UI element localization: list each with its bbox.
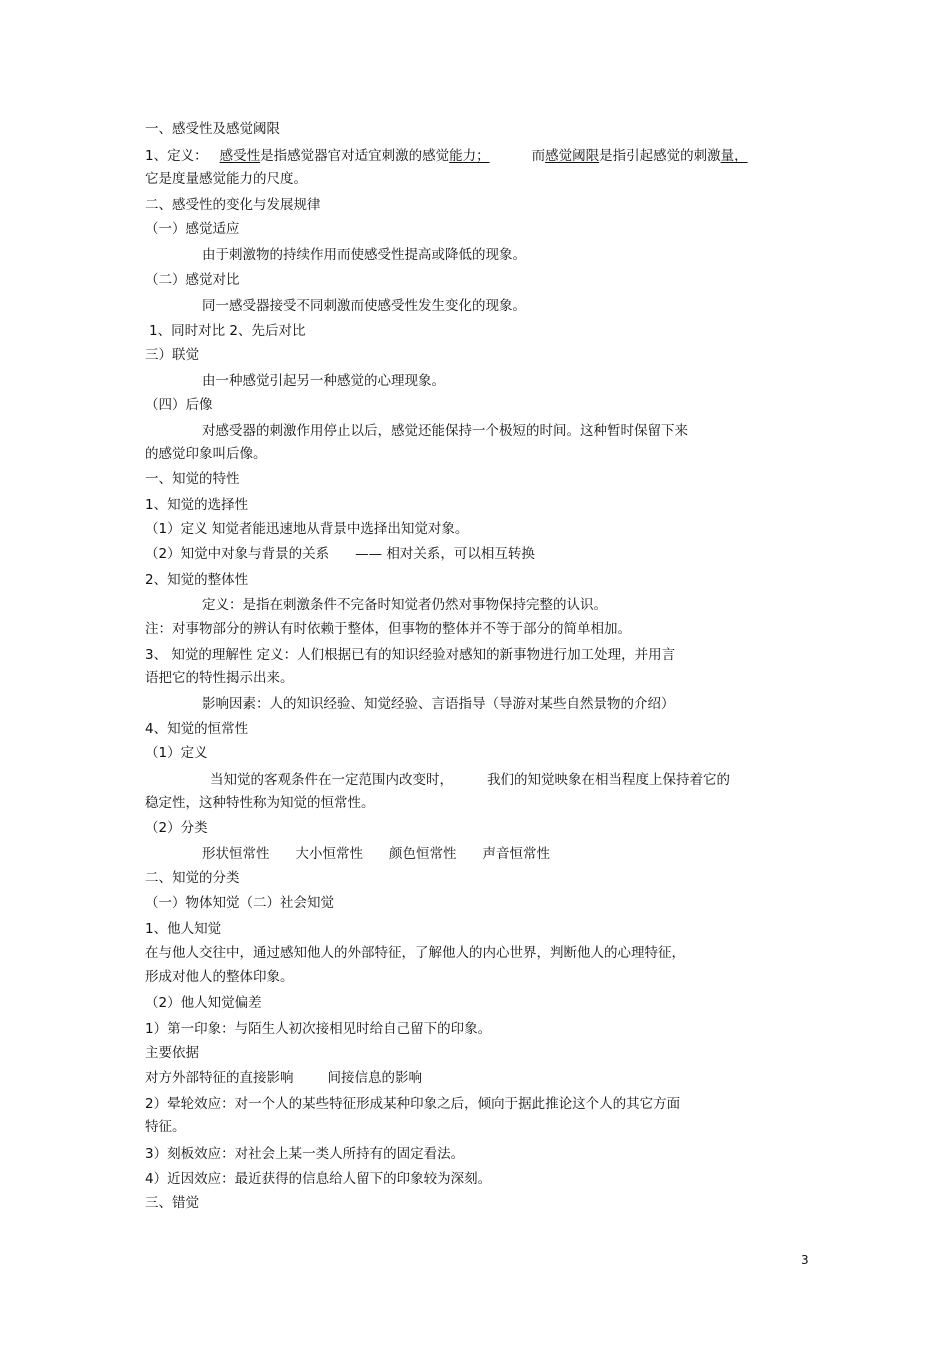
halo-effect: 2）晕轮效应：对一个人的某些特征形成某种印象之后，倾向于据此推论这个人的其它方面 (145, 1096, 681, 1112)
definition-line (145, 147, 770, 165)
recency-effect: 4）近因效应：最近获得的信息给人留下的印象较为深刻。 (145, 1171, 492, 1187)
constancy-sound: 声音恒常性 (482, 846, 550, 862)
heading-selectivity: 1、知觉的选择性 (145, 497, 249, 513)
constancy-definition-label: （1）定义 (145, 745, 208, 761)
adaptation-text: 由于刺激物的持续作用而使感受性提高或降低的现象。 (202, 247, 526, 263)
subheading-synesthesia: 三）联觉 (145, 347, 199, 363)
person-perception-text-cont: 形成对他人的整体印象。 (145, 969, 294, 985)
term-threshold: 感觉阈限 (545, 148, 600, 164)
subheading-afterimage: （四）后像 (145, 397, 213, 413)
halo-effect-cont: 特征。 (145, 1119, 186, 1135)
definition-label: 1、定义： (145, 148, 208, 164)
constancy-size: 大小恒常性 (295, 846, 363, 862)
perception-types-line: （一）物体知觉（二）社会知觉 (145, 895, 334, 911)
synesthesia-text: 由一种感觉引起另一种感觉的心理现象。 (202, 373, 445, 389)
constancy-types-label: （2）分类 (145, 820, 208, 836)
person-perception-text: 在与他人交往中，通过感知他人的外部特征，了解他人的内心世界，判断他人的心理特征， (145, 945, 685, 961)
stereotype-effect: 3）刻板效应：对社会上某一类人所持有的固定看法。 (145, 1146, 465, 1162)
figure-ground-label: （2）知觉中对象与背景的关系 (145, 546, 330, 562)
heading-wholeness: 2、知觉的整体性 (145, 572, 249, 588)
afterimage-text: 对感受器的刺激作用停止以后，感觉还能保持一个极短的时间。这种暂时保留下来 (202, 423, 688, 439)
heading-sensitivity-change: 二、感受性的变化与发展规律 (145, 197, 321, 213)
heading-perception-properties: 一、知觉的特性 (145, 471, 240, 487)
afterimage-text-cont: 的感觉印象叫后像。 (145, 446, 267, 462)
heading-perception-types: 二、知觉的分类 (145, 870, 240, 886)
definition-line-cont: 它是度量感觉能力的尺度。 (145, 171, 307, 187)
term-ability: 能力； (449, 148, 490, 164)
main-basis-line (145, 1069, 422, 1087)
wholeness-note: 注：对事物部分的辨认有时依赖于整体，但事物的整体并不等于部分的简单相加。 (145, 621, 631, 637)
constancy-types-line (202, 845, 550, 863)
understanding-definition: 3、 知觉的理解性 定义：人们根据已有的知识经验对感知的新事物进行加工处理，并用言 (145, 647, 676, 663)
heading-illusion: 三、错觉 (145, 1195, 199, 1211)
heading-sensitivity-threshold: 一、感受性及感觉阈限 (145, 121, 280, 137)
page-number: 3 (801, 1253, 809, 1267)
wholeness-definition: 定义：是指在刺激条件不完备时知觉者仍然对事物保持完整的认识。 (202, 597, 607, 613)
term-sensitivity: 感受性 (219, 148, 261, 164)
contrast-text: 同一感受器接受不同刺激而使感受性发生变化的现象。 (202, 298, 526, 314)
basis-indirect: 间接信息的影响 (327, 1070, 422, 1086)
heading-perception-bias: （2）他人知觉偏差 (145, 995, 262, 1011)
selectivity-definition: （1）定义 知觉者能迅速地从背景中选择出知觉对象。 (145, 521, 469, 537)
definition-connector: 而 (531, 148, 546, 164)
constancy-definition-part1: 当知觉的客观条件在一定范围内改变时， (210, 772, 453, 788)
constancy-shape: 形状恒常性 (202, 846, 270, 862)
basis-direct: 对方外部特征的直接影响 (145, 1070, 294, 1086)
understanding-definition-cont: 语把它的特性揭示出来。 (145, 670, 294, 686)
first-impression: 1）第一印象：与陌生人初次接相见时给自己留下的印象。 (145, 1021, 492, 1037)
contrast-types: 1、同时对比 2、先后对比 (149, 323, 306, 339)
main-basis-label: 主要依据 (145, 1045, 199, 1061)
definition-text-2: 是指引起感觉的刺激 (599, 148, 721, 164)
constancy-color: 颜色恒常性 (389, 846, 457, 862)
heading-constancy: 4、知觉的恒常性 (145, 721, 249, 737)
constancy-definition-line (210, 771, 730, 789)
subheading-adaptation: （一）感觉适应 (145, 221, 240, 237)
term-amount: 量， (720, 148, 748, 164)
definition-text-1: 是指感觉器官对适宜刺激的感觉 (260, 148, 450, 164)
constancy-definition-part2: 我们的知觉映象在相当程度上保持着它的 (487, 772, 730, 788)
figure-ground-text: —— 相对关系，可以相互转换 (355, 546, 535, 562)
heading-person-perception: 1、他人知觉 (145, 921, 222, 937)
understanding-factors: 影响因素：人的知识经验、知觉经验、言语指导（导游对某些自然景物的介绍） (202, 696, 675, 712)
subheading-contrast: （二）感觉对比 (145, 272, 240, 288)
figure-ground-line (145, 545, 535, 563)
constancy-definition-cont: 稳定性，这种特性称为知觉的恒常性。 (145, 795, 375, 811)
